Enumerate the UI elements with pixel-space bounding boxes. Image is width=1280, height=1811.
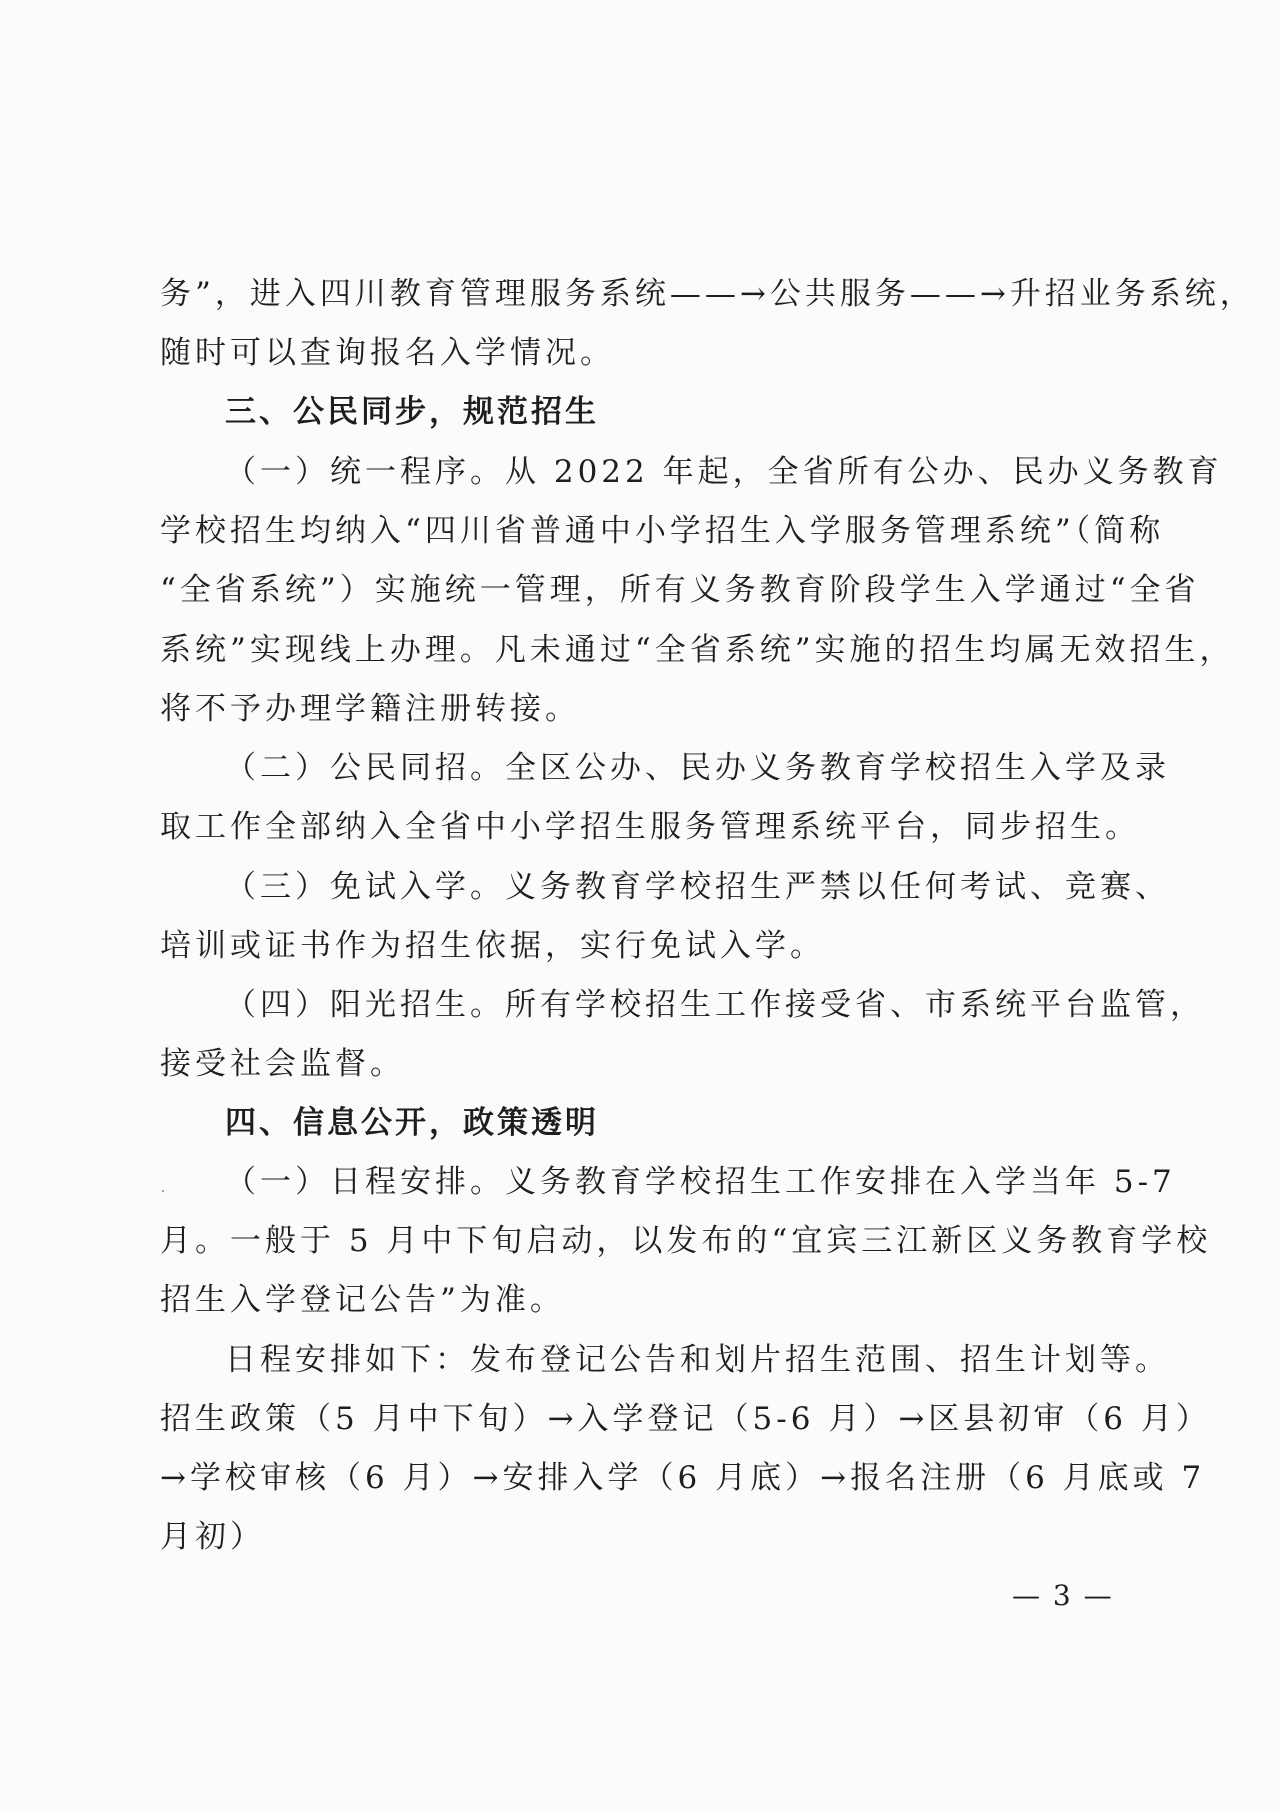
- body-line: 学校招生均纳入“四川省普通中小学招生入学服务管理系统”（简称: [160, 513, 1165, 549]
- section-heading: 四、信息公开，政策透明: [225, 1105, 599, 1141]
- body-line: 系统”实现线上办理。凡未通过“全省系统”实施的招生均属无效招生，: [160, 632, 1235, 668]
- body-line: （四）阳光招生。所有学校招生工作接受省、市系统平台监管，: [225, 987, 1205, 1023]
- body-line: 将不予办理学籍注册转接。: [160, 691, 580, 727]
- body-line: （二）公民同招。全区公办、民办义务教育学校招生入学及录: [225, 750, 1170, 786]
- body-line: “全省系统”）实施统一管理，所有义务教育阶段学生入学通过“全省: [160, 572, 1200, 608]
- body-line: 随时可以查询报名入学情况。: [160, 335, 615, 371]
- body-line: （一）日程安排。义务教育学校招生工作安排在入学当年 5-7: [225, 1164, 1176, 1200]
- body-line: 月初）: [160, 1519, 265, 1555]
- scan-speck: [162, 1190, 164, 1192]
- body-line: 日程安排如下：发布登记公告和划片招生范围、招生计划等。: [225, 1342, 1170, 1378]
- body-line: →学校审核（6 月）→安排入学（6 月底）→报名注册（6 月底或 7: [160, 1460, 1206, 1496]
- body-line: 务”，进入四川教育管理服务系统——→公共服务——→升招业务系统，: [160, 276, 1255, 312]
- body-line: 接受社会监督。: [160, 1046, 405, 1082]
- body-line: 培训或证书作为招生依据，实行免试入学。: [160, 928, 825, 964]
- body-line: （三）免试入学。义务教育学校招生严禁以任何考试、竞赛、: [225, 869, 1170, 905]
- body-line: 月。一般于 5 月中下旬启动，以发布的“宜宾三江新区义务教育学校: [160, 1223, 1212, 1259]
- body-line: 招生入学登记公告”为准。: [160, 1282, 565, 1318]
- body-line: 取工作全部纳入全省中小学招生服务管理系统平台，同步招生。: [160, 809, 1140, 845]
- body-line: 招生政策（5 月中下旬）→入学登记（5-6 月）→区县初审（6 月）: [160, 1401, 1211, 1437]
- body-line: （一）统一程序。从 2022 年起，全省所有公办、民办义务教育: [225, 454, 1223, 490]
- page-number: — 3 —: [1012, 1579, 1114, 1612]
- section-heading: 三、公民同步，规范招生: [225, 394, 599, 430]
